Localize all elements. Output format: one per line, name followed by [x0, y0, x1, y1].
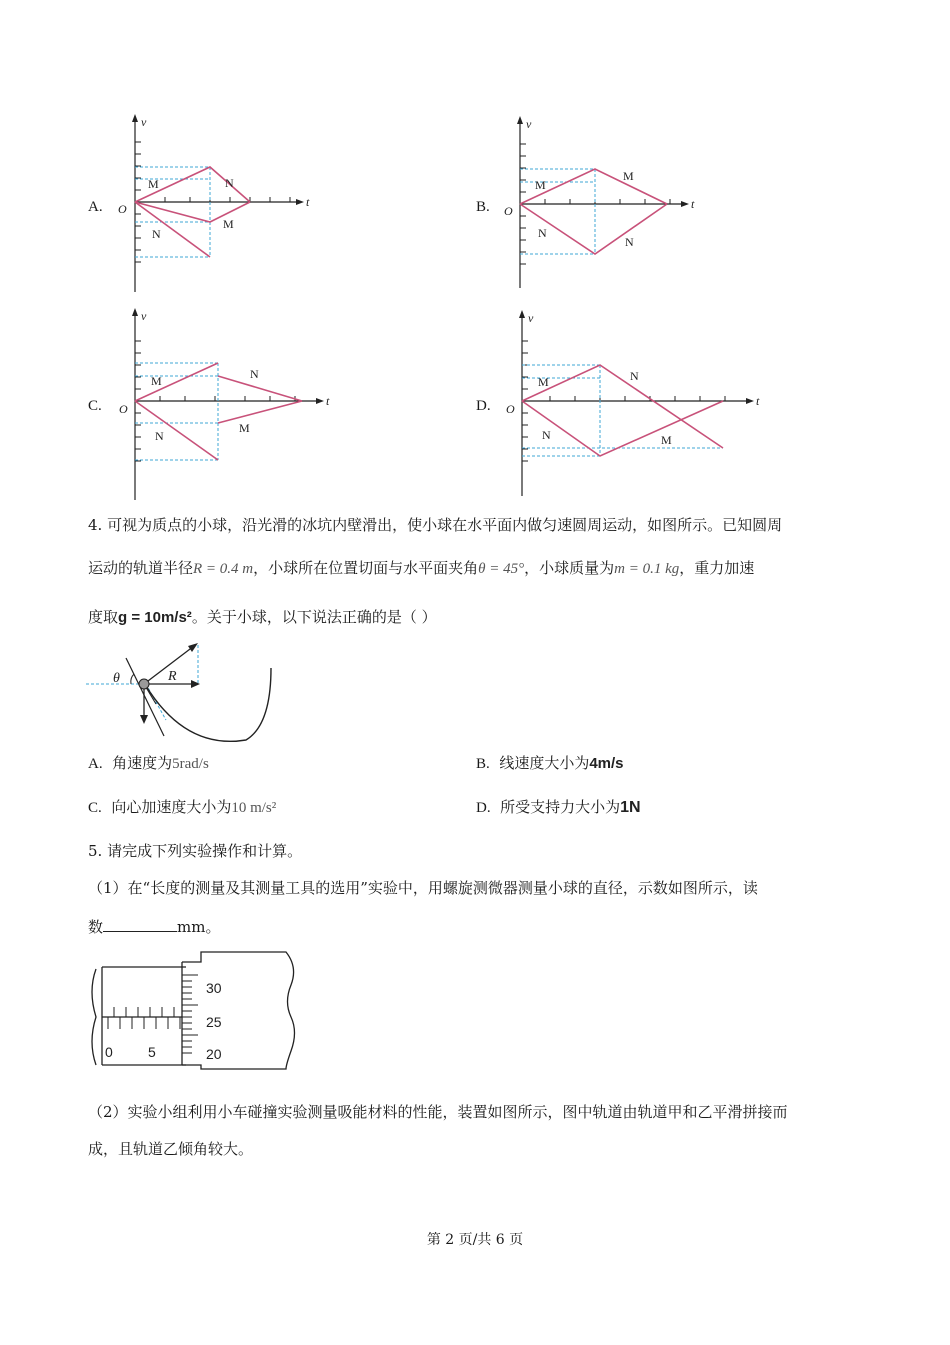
q4-line-2: 运动的轨道半径R = 0.4 m，小球所在位置切面与水平面夹角θ = 45°，小球质量为m = 0.1 kg，重力加速	[88, 559, 755, 577]
curve-n-label: N	[152, 227, 161, 241]
graph-b	[495, 114, 695, 294]
option-b-letter: B.	[476, 199, 490, 215]
curve-m-label: M	[535, 178, 546, 192]
axis-t-label: t	[326, 394, 330, 408]
q4-option-d[interactable]: D. 所受支持力大小为1N	[476, 798, 641, 816]
q4-option-a[interactable]: A. 角速度为5rad/s	[88, 754, 209, 772]
micrometer-figure	[86, 947, 306, 1072]
formula-gravity: g = 10m/s²	[118, 609, 192, 626]
q4-option-b[interactable]: B. 线速度大小为4m/s	[476, 754, 624, 772]
curve-n-label: N	[630, 369, 639, 383]
axis-v-label: v	[141, 309, 147, 323]
answer-blank[interactable]	[103, 915, 177, 932]
q4-option-c[interactable]: C. 向心加速度大小为10 m/s²	[88, 798, 277, 816]
curve-m-label: M	[538, 375, 549, 389]
q5-part2-line2: 成，且轨道乙倾角较大。	[88, 1140, 254, 1158]
graph-c	[110, 306, 340, 502]
curve-n-label: N	[625, 235, 634, 249]
q4-line-1: 4. 可视为质点的小球，沿光滑的冰坑内壁滑出，使小球在水平面内做匀速圆周运动，如图所示。已知圆周	[88, 516, 783, 534]
q5-part2-line1: （2）实验小组利用小车碰撞实验测量吸能材料的性能，装置如图所示，图中轨道由轨道甲和乙平滑拼接而	[88, 1103, 788, 1121]
axis-t-label: t	[306, 195, 310, 209]
formula-radius: R = 0.4 m	[193, 561, 254, 577]
curve-n-label: N	[225, 176, 234, 190]
thimble-label: 20	[206, 1046, 222, 1062]
q5-title: 5. 请完成下列实验操作和计算。	[88, 842, 303, 860]
radius-label: R	[168, 669, 177, 684]
curve-n-label: N	[542, 428, 551, 442]
q4-figure	[86, 640, 286, 740]
page-footer: 第 2 页/共 6 页	[426, 1232, 524, 1248]
option-d-letter: D.	[476, 398, 491, 414]
curve-m-label: M	[623, 169, 634, 183]
curve-n-label: N	[155, 429, 164, 443]
curve-n-label: N	[250, 367, 259, 381]
graph-a	[110, 112, 310, 302]
axis-v-label: v	[526, 117, 532, 131]
axis-v-label: v	[528, 311, 534, 325]
main-scale-label: 0	[105, 1044, 113, 1060]
curve-m-label: M	[223, 217, 234, 231]
formula-mass: m = 0.1 kg	[614, 561, 680, 577]
option-c-letter: C.	[88, 398, 102, 414]
axis-t-label: t	[691, 197, 695, 211]
origin-label: O	[506, 402, 515, 416]
origin-label: O	[118, 202, 127, 216]
curve-n-label: N	[538, 226, 547, 240]
origin-label: O	[119, 402, 128, 416]
curve-m-label: M	[661, 433, 672, 447]
curve-m-label: M	[151, 374, 162, 388]
option-a-letter: A.	[88, 199, 103, 215]
graph-d	[495, 308, 770, 498]
theta-label: θ	[113, 671, 120, 686]
thimble-label: 30	[206, 980, 222, 996]
axis-v-label: v	[141, 115, 147, 129]
curve-m-label: M	[148, 177, 159, 191]
thimble-label: 25	[206, 1014, 222, 1030]
q4-line-3: 度取g = 10m/s²。关于小球，以下说法正确的是（ ）	[88, 608, 437, 626]
main-scale-label: 5	[148, 1044, 156, 1060]
q5-part1-line1: （1）在“长度的测量及其测量工具的选用”实验中，用螺旋测微器测量小球的直径，示数如图所示，读	[88, 879, 758, 897]
axis-t-label: t	[756, 394, 760, 408]
formula-angle: θ = 45°	[478, 561, 525, 577]
curve-m-label: M	[239, 421, 250, 435]
q5-part1-line2: 数 mm。	[88, 915, 220, 938]
origin-label: O	[504, 204, 513, 218]
